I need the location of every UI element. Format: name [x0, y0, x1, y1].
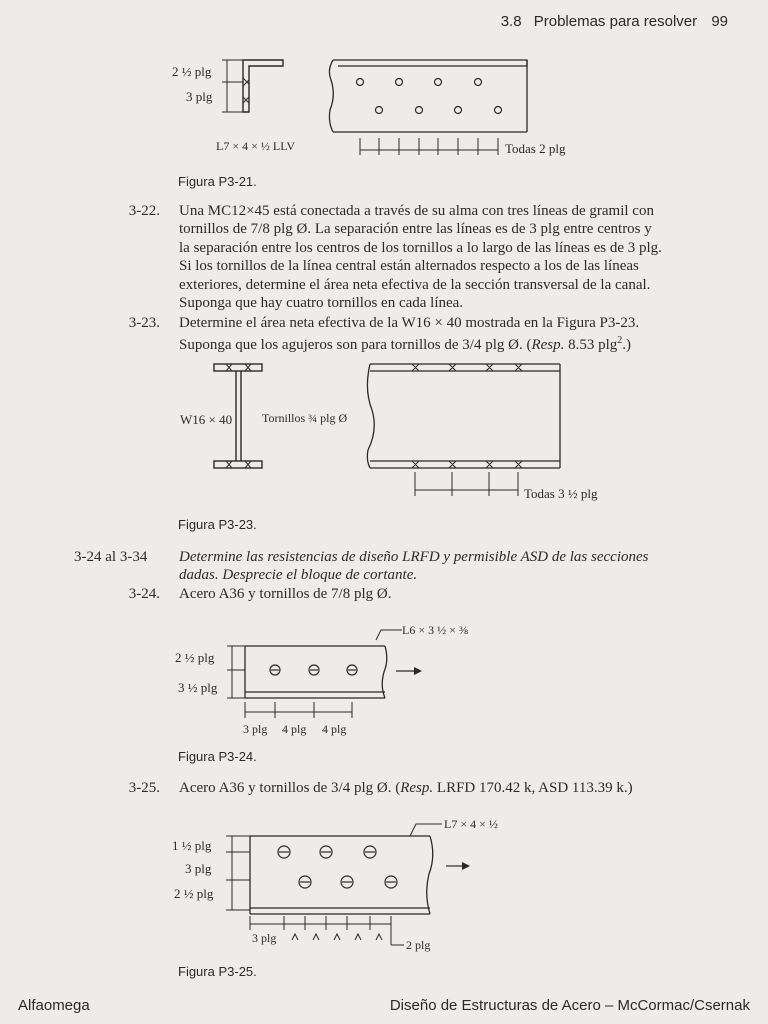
fig25-angle-label: L7 × 4 × ½	[444, 817, 498, 831]
fig24-dim-top: 2 ½ plg	[175, 650, 215, 665]
fig25-dim-top: 1 ½ plg	[172, 838, 212, 853]
figure-caption: Figura P3-25.	[178, 964, 257, 979]
problem-number: 3-25.	[128, 780, 160, 796]
text-line: Acero A36 y tornillos de 7/8 plg Ø.	[179, 586, 392, 602]
text-line: Suponga que los agujeros son para tornillos de 3/4 plg Ø. (Resp. 8.53 plg$^2$.)	[179, 335, 632, 354]
fig24-spacing-2: 4 plg	[282, 722, 307, 736]
problem-number: 3-24 al 3-34	[74, 549, 148, 565]
text-line: dadas. Desprecie el bloque de cortante.	[179, 567, 418, 584]
text-line: la separación entre los centros de los tornillos a lo largo de las líneas es de 3 plg.	[179, 239, 662, 256]
figure-caption: Figura P3-24.	[178, 749, 257, 764]
footer-publisher: Alfaomega	[18, 997, 90, 1014]
fig24-spacing-3: 4 plg	[322, 722, 347, 736]
fig24-spacing-1: 3 plg	[243, 722, 268, 736]
text-line: Suponga que hay cuatro tornillos en cada línea.	[179, 295, 464, 312]
fig23-shape-label: W16 × 40	[180, 412, 233, 427]
text-line: Si los tornillos de la línea central están alternados respecto a los de las líneas	[179, 258, 639, 275]
text-line: Una MC12×45 está conectada a través de su alma con tres líneas de gramil con	[179, 203, 654, 219]
section-title: Problemas para resolver	[533, 13, 698, 30]
fig23-bolts-label: Tornillos ¾ plg Ø	[262, 411, 348, 425]
text-line: Acero A36 y tornillos de 3/4 plg Ø. (Resp. LRFD 170.42 k, ASD 113.39 k.)	[179, 780, 633, 796]
problem-number: 3-22.	[128, 203, 160, 219]
text-line: Determine las resistencias de diseño LRFD y permisible ASD de las secciones	[179, 549, 649, 565]
problem-number: 3-23.	[128, 315, 160, 331]
figure-caption: Figura P3-23.	[178, 517, 257, 532]
text-line: tornillos de 7/8 plg Ø. La separación entre las líneas es de 3 plg entre centros y	[179, 221, 652, 238]
footer-book-title: Diseño de Estructuras de Acero – McCormac/Csernak	[389, 997, 750, 1014]
fig25-dim-mid: 3 plg	[185, 861, 212, 876]
fig25-spacing-right: 2 plg	[406, 938, 431, 952]
fig21-spacing-label: Todas 2 plg	[505, 141, 566, 156]
fig21-dim-top: 2 ½ plg	[172, 64, 212, 79]
page-number: 99	[711, 13, 728, 30]
text-line: exteriores, determine el área neta efectiva de la sección transversal de la canal.	[179, 276, 651, 293]
fig24-dim-bottom: 3 ½ plg	[178, 680, 218, 695]
fig25-dim-bottom: 2 ½ plg	[174, 886, 214, 901]
fig21-dim-bottom: 3 plg	[186, 89, 213, 104]
fig21-angle-label: L7 × 4 × ½ LLV	[216, 139, 296, 153]
figure-caption: Figura P3-21.	[178, 174, 257, 189]
text-line: Determine el área neta efectiva de la W16 × 40 mostrada en la Figura P3-23.	[179, 315, 640, 331]
fig23-spacing-label: Todas 3 ½ plg	[524, 486, 598, 501]
fig24-angle-label: L6 × 3 ½ × ⅜	[402, 623, 468, 637]
fig25-spacing-left: 3 plg	[252, 931, 277, 945]
section-number: 3.8	[500, 13, 522, 30]
load-arrow	[446, 862, 470, 870]
fig25-bolts	[278, 846, 397, 888]
problem-number: 3-24.	[128, 586, 160, 602]
